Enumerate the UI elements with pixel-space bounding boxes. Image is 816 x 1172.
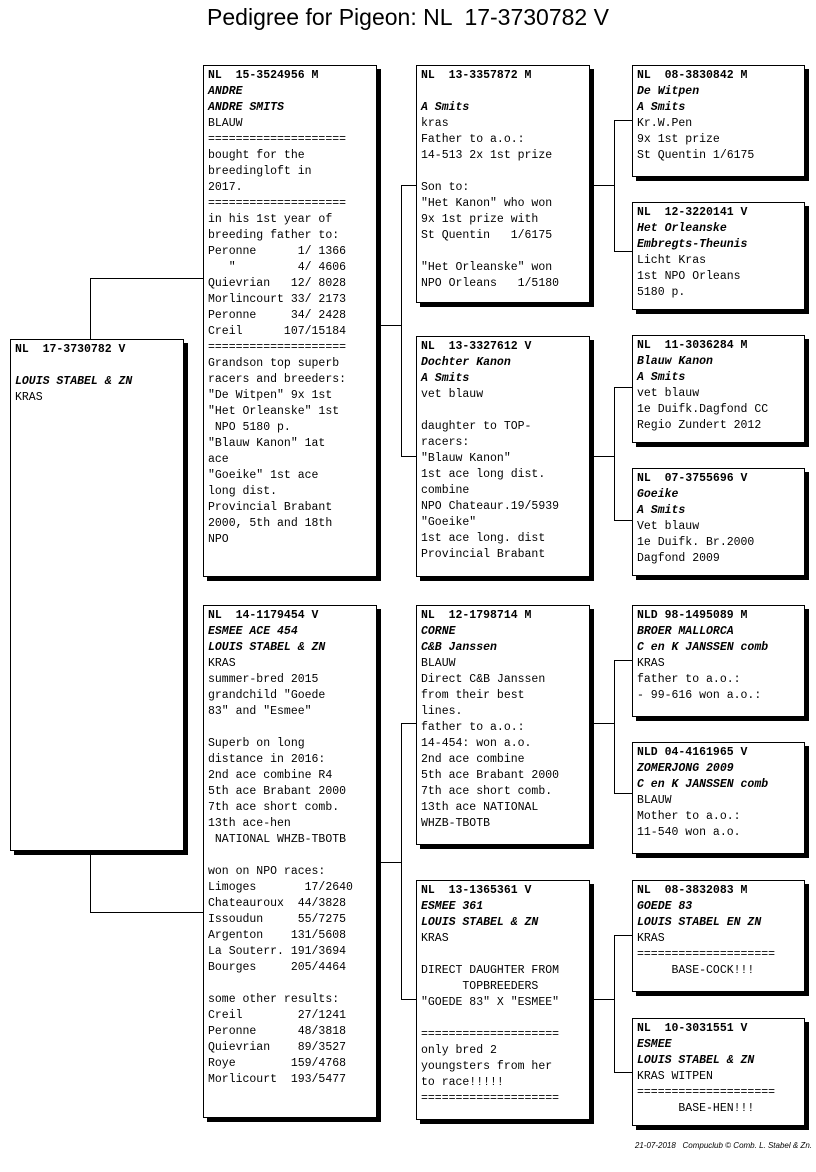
card-line: racers: [421, 436, 470, 449]
card-line: NPO [208, 533, 229, 546]
card-line: ESMEE [637, 1038, 672, 1051]
card-line: BLAUW [421, 657, 456, 670]
card-line: LOUIS STABEL & ZN [637, 1054, 755, 1067]
card-line [15, 358, 179, 374]
card-line: Father to a.o.: [421, 133, 525, 146]
card-line: from their best [421, 689, 525, 702]
card-line [421, 947, 585, 963]
card-line: "Het Orleanske" won [421, 261, 553, 274]
ring-number: NL 07-3755696 V [637, 472, 748, 485]
card-line: BLAUW [208, 117, 243, 130]
card-line: C&B Janssen [421, 641, 497, 654]
card-line: ==================== [637, 948, 776, 961]
card-line: "De Witpen" 9x 1st [208, 389, 333, 402]
card-line: De Witpen [637, 85, 700, 98]
pigeon-card-sire [203, 65, 377, 577]
ring-number: NL 17-3730782 V [15, 343, 126, 356]
card-line: 7th ace short comb. [208, 801, 340, 814]
card-line: NPO 5180 p. [208, 421, 291, 434]
card-line: Issoudun 55/7275 [208, 913, 347, 926]
card-line: breeding father to: [208, 229, 340, 242]
card-line: ESMEE 361 [421, 900, 484, 913]
connector-line [614, 660, 615, 794]
card-line: only bred 2 [421, 1044, 497, 1057]
card-line: Embregts-Theunis [637, 238, 748, 251]
card-line: Grandson top superb [208, 357, 340, 370]
connector-line [401, 185, 417, 186]
card-line: BROER MALLORCA [637, 625, 734, 638]
card-line: 5th ace Brabant 2000 [208, 785, 347, 798]
card-line: Son to: [421, 181, 470, 194]
card-line: youngsters from her [421, 1060, 553, 1073]
card-line: long dist. [208, 485, 278, 498]
card-line: distance in 2016: [208, 753, 326, 766]
card-line: Bourges 205/4464 [208, 961, 347, 974]
card-line: ZOMERJONG 2009 [637, 762, 734, 775]
card-line: ==================== [208, 197, 347, 210]
ring-number: NL 12-1798714 M [421, 609, 532, 622]
card-line: ==================== [208, 341, 347, 354]
footer-credit: 21-07-2018 Compuclub © Comb. L. Stabel & Zn. [634, 1141, 812, 1150]
card-line: La Souterr. 191/3694 [208, 945, 347, 958]
ring-number: NL 14-1179454 V [208, 609, 319, 622]
card-line: 7th ace short comb. [421, 785, 553, 798]
card-line: "Het Kanon" who won [421, 197, 553, 210]
card-line: Het Orleanske [637, 222, 727, 235]
card-line [421, 84, 585, 100]
card-line: vet blauw [421, 388, 484, 401]
card-line: Creil 27/1241 [208, 1009, 347, 1022]
connector-line [614, 387, 615, 521]
connector-line [593, 456, 615, 457]
card-line: WHZB-TBOTB [421, 817, 491, 830]
connector-line [593, 999, 615, 1000]
ring-number: NL 12-3220141 V [637, 206, 748, 219]
ring-number: NL 15-3524956 M [208, 69, 319, 82]
card-line: grandchild "Goede [208, 689, 326, 702]
card-line: racers and breeders: [208, 373, 347, 386]
connector-line [401, 723, 402, 1000]
card-line: CORNE [421, 625, 456, 638]
card-line: TOPBREEDERS [421, 980, 539, 993]
card-line: 5th ace Brabant 2000 [421, 769, 560, 782]
card-line: 2017. [208, 181, 243, 194]
card-line [421, 1011, 585, 1027]
card-line: A Smits [637, 504, 686, 517]
connector-line [401, 723, 417, 724]
card-line: ANDRE SMITS [208, 101, 284, 114]
card-line: Kr.W.Pen [637, 117, 693, 130]
card-line: Superb on long [208, 737, 305, 750]
card-line: some other results: [208, 993, 340, 1006]
connector-line [614, 660, 632, 661]
connector-line [614, 120, 615, 252]
card-line: BASE-COCK!!! [637, 964, 755, 977]
card-line: lines. [421, 705, 463, 718]
card-line: Direct C&B Janssen [421, 673, 546, 686]
card-line: breedingloft in [208, 165, 312, 178]
ring-number: NL 08-3832083 M [637, 884, 748, 897]
card-line: - 99-616 won a.o.: [637, 689, 762, 702]
card-line: "Goeike" [421, 516, 477, 529]
connector-line [614, 935, 615, 1073]
card-line: Chateauroux 44/3828 [208, 897, 347, 910]
card-line: Provincial Brabant [208, 501, 333, 514]
card-line: 2000, 5th and 18th [208, 517, 333, 530]
card-line: Peronne 1/ 1366 [208, 245, 347, 258]
card-line: "Het Orleanske" 1st [208, 405, 340, 418]
card-line: 14-513 2x 1st prize [421, 149, 553, 162]
card-line: combine [421, 484, 470, 497]
card-line: A Smits [421, 372, 470, 385]
card-line: Morlincourt 33/ 2173 [208, 293, 347, 306]
pigeon-card-dam-dam-dam [632, 1018, 805, 1126]
card-line: KRAS [15, 391, 43, 404]
card-line: A Smits [421, 101, 470, 114]
ring-number: NLD 98-1495089 M [637, 609, 748, 622]
card-line: Licht Kras [637, 254, 707, 267]
card-line: 1st ace long dist. [421, 468, 546, 481]
card-line: Peronne 48/3818 [208, 1025, 347, 1038]
card-line [421, 164, 585, 180]
pigeon-card-subject [10, 339, 184, 851]
card-line: A Smits [637, 371, 686, 384]
card-line: "Blauw Kanon" [421, 452, 511, 465]
card-line: ==================== [421, 1092, 560, 1105]
connector-line [401, 185, 402, 457]
card-line: ANDRE [208, 85, 243, 98]
pigeon-card-dam-dam [416, 880, 590, 1120]
connector-line [593, 185, 615, 186]
card-line: Argenton 131/5608 [208, 929, 347, 942]
connector-line [90, 851, 91, 913]
card-line: 11-540 won a.o. [637, 826, 741, 839]
card-line: Limoges 17/2640 [208, 881, 353, 894]
connector-line [380, 862, 402, 863]
card-line: NPO Chateaur.19/5939 [421, 500, 560, 513]
card-line: vet blauw [637, 387, 700, 400]
card-line: KRAS [637, 657, 665, 670]
card-line: to race!!!!! [421, 1076, 504, 1089]
card-line: BASE-HEN!!! [637, 1102, 755, 1115]
connector-line [90, 278, 91, 340]
card-line: 9x 1st prize with [421, 213, 539, 226]
ring-number: NL 08-3830842 M [637, 69, 748, 82]
card-line: St Quentin 1/6175 [637, 149, 755, 162]
card-line: ==================== [421, 1028, 560, 1041]
page-title: Pedigree for Pigeon: NL 17-3730782 V [207, 4, 609, 30]
card-line: KRAS [637, 932, 665, 945]
card-line: DIRECT DAUGHTER FROM [421, 964, 560, 977]
card-line: LOUIS STABEL & ZN [421, 916, 539, 929]
ring-number: NL 13-3327612 V [421, 340, 532, 353]
pigeon-card-sire-dam [416, 336, 590, 577]
card-line: father to a.o.: [421, 721, 525, 734]
card-line: won on NPO races: [208, 865, 326, 878]
card-line: KRAS [208, 657, 236, 670]
pigeon-card-sire-sire-dam [632, 202, 805, 310]
card-line: BLAUW [637, 794, 672, 807]
card-line: KRAS WITPEN [637, 1070, 713, 1083]
connector-line [593, 723, 615, 724]
card-line: Roye 159/4768 [208, 1057, 347, 1070]
card-line: LOUIS STABEL & ZN [208, 641, 326, 654]
card-line: 5180 p. [637, 286, 686, 299]
pigeon-card-dam-dam-sire [632, 880, 805, 992]
card-line: 9x 1st prize [637, 133, 720, 146]
card-line: C en K JANSSEN comb [637, 641, 769, 654]
pigeon-card-sire-sire [416, 65, 590, 303]
ring-number: NL 13-1365361 V [421, 884, 532, 897]
card-line: Creil 107/15184 [208, 325, 347, 338]
card-line: summer-bred 2015 [208, 673, 319, 686]
card-line: Provincial Brabant [421, 548, 546, 561]
card-line: Goeike [637, 488, 679, 501]
card-line: Vet blauw [637, 520, 700, 533]
pigeon-card-sire-dam-sire [632, 335, 805, 443]
card-line [208, 720, 372, 736]
card-line: Quievrian 89/3527 [208, 1041, 347, 1054]
ring-number: NL 10-3031551 V [637, 1022, 748, 1035]
card-line: 13th ace-hen [208, 817, 291, 830]
card-line: NPO Orleans 1/5180 [421, 277, 560, 290]
card-line: 1st NPO Orleans [637, 270, 741, 283]
connector-line [614, 793, 632, 794]
card-line: LOUIS STABEL & ZN [15, 375, 133, 388]
pigeon-card-dam-sire-sire [632, 605, 805, 717]
card-line [421, 244, 585, 260]
connector-line [90, 912, 204, 913]
card-line: ==================== [637, 1086, 776, 1099]
card-line: father to a.o.: [637, 673, 741, 686]
card-line: A Smits [637, 101, 686, 114]
card-line: " 4/ 4606 [208, 261, 347, 274]
connector-line [401, 999, 417, 1000]
card-line [421, 403, 585, 419]
card-line: LOUIS STABEL EN ZN [637, 916, 762, 929]
card-line: bought for the [208, 149, 305, 162]
connector-line [614, 251, 632, 252]
card-line: Blauw Kanon [637, 355, 713, 368]
card-line: daughter to TOP- [421, 420, 532, 433]
pigeon-card-dam-sire-dam [632, 742, 805, 854]
connector-line [614, 520, 632, 521]
card-line: Mother to a.o.: [637, 810, 741, 823]
connector-line [380, 325, 402, 326]
card-line: "Blauw Kanon" 1at [208, 437, 326, 450]
connector-line [90, 278, 204, 279]
card-line: 14-454: won a.o. [421, 737, 532, 750]
card-line [208, 848, 372, 864]
connector-line [614, 387, 632, 388]
card-line: ace [208, 453, 229, 466]
card-line: 2nd ace combine R4 [208, 769, 333, 782]
card-line: Quievrian 12/ 8028 [208, 277, 347, 290]
card-line: in his 1st year of [208, 213, 333, 226]
card-line: "Goeike" 1st ace [208, 469, 319, 482]
card-line: Morlicourt 193/5477 [208, 1073, 347, 1086]
connector-line [614, 120, 632, 121]
card-line: GOEDE 83 [637, 900, 693, 913]
card-line [208, 976, 372, 992]
card-line: Dochter Kanon [421, 356, 511, 369]
card-line: Peronne 34/ 2428 [208, 309, 347, 322]
ring-number: NLD 04-4161965 V [637, 746, 748, 759]
card-line: "GOEDE 83" X "ESMEE" [421, 996, 560, 1009]
ring-number: NL 11-3036284 M [637, 339, 748, 352]
connector-line [614, 1072, 632, 1073]
card-line: 2nd ace combine [421, 753, 525, 766]
card-line: ==================== [208, 133, 347, 146]
connector-line [401, 456, 417, 457]
card-line: St Quentin 1/6175 [421, 229, 553, 242]
card-line: 1e Duifk.Dagfond CC [637, 403, 769, 416]
card-line: Dagfond 2009 [637, 552, 720, 565]
card-line: C en K JANSSEN comb [637, 778, 769, 791]
card-line: 1st ace long. dist [421, 532, 546, 545]
pigeon-card-sire-sire-sire [632, 65, 805, 177]
card-line: 13th ace NATIONAL [421, 801, 539, 814]
card-line: NATIONAL WHZB-TBOTB [208, 833, 347, 846]
pigeon-card-dam [203, 605, 377, 1118]
card-line: Regio Zundert 2012 [637, 419, 762, 432]
ring-number: NL 13-3357872 M [421, 69, 532, 82]
pigeon-card-sire-dam-dam [632, 468, 805, 576]
card-line: ESMEE ACE 454 [208, 625, 298, 638]
card-line: 1e Duifk. Br.2000 [637, 536, 755, 549]
card-line: kras [421, 117, 449, 130]
connector-line [614, 935, 632, 936]
pigeon-card-dam-sire [416, 605, 590, 845]
card-line: 83" and "Esmee" [208, 705, 312, 718]
card-line: KRAS [421, 932, 449, 945]
